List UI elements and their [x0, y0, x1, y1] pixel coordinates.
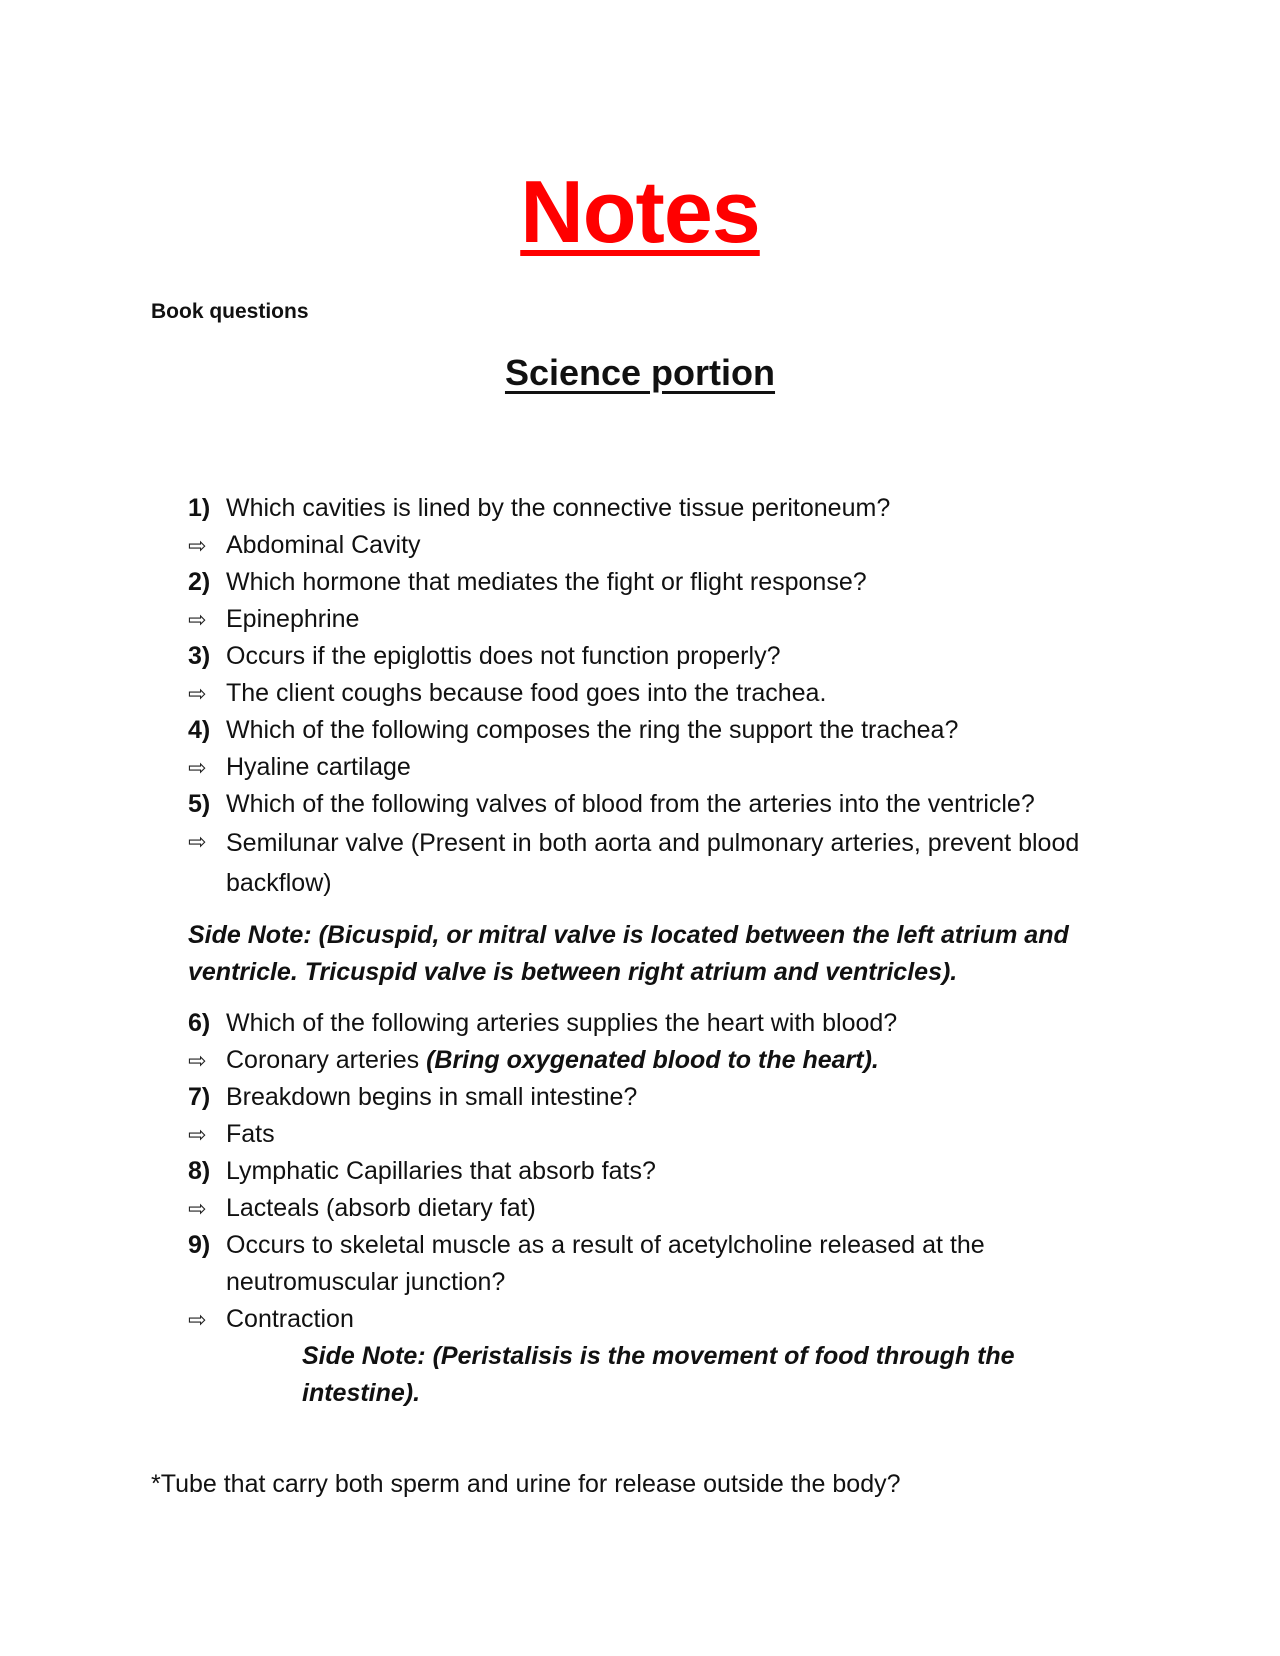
arrow-icon: ⇨: [188, 607, 207, 632]
question-number: 4): [188, 716, 211, 744]
page-title: Notes: [520, 162, 760, 261]
answer-row: [188, 675, 1128, 712]
question-text: Lymphatic Capillaries that absorb fats?: [226, 1157, 656, 1185]
answer-row: [188, 823, 1128, 903]
subtitle: Book questions: [151, 300, 309, 323]
answer-row: [188, 1116, 1128, 1153]
answer-text: Lacteals (absorb dietary fat): [226, 1194, 536, 1222]
question-row: [188, 1153, 1128, 1190]
question-number: 6): [188, 1009, 211, 1037]
question-text: Which of the following valves of blood from the arteries into the ventricle?: [226, 790, 1035, 818]
answer-row: [188, 1301, 1128, 1338]
answer-row: [188, 749, 1128, 786]
answer-text: Semilunar valve (Present in both aorta and pulmonary arteries, prevent blood backflow): [226, 829, 1080, 897]
arrow-icon: ⇨: [188, 681, 207, 706]
question-text: Occurs if the epiglottis does not function properly?: [226, 642, 781, 670]
answer-text: Hyaline cartilage: [226, 753, 411, 781]
question-number: 3): [188, 642, 211, 670]
answer-text: Contraction: [226, 1305, 354, 1333]
question-text: Which hormone that mediates the fight or flight response?: [226, 568, 867, 596]
question-number: 2): [188, 568, 211, 596]
answer-row: [188, 1190, 1128, 1227]
question-text: Breakdown begins in small intestine?: [226, 1083, 638, 1111]
question-number: 5): [188, 790, 211, 818]
answer-text: The client coughs because food goes into the trachea.: [226, 679, 827, 707]
arrow-icon: ⇨: [188, 755, 207, 780]
question-list: [188, 490, 1128, 1412]
arrow-icon: ⇨: [188, 1048, 207, 1073]
answer-emphasis: (Bring oxygenated blood to the heart).: [426, 1046, 879, 1074]
question-row: [188, 1079, 1128, 1116]
question-row: [188, 638, 1128, 675]
side-note: Side Note: (Bicuspid, or mitral valve is located between the left atrium and ventricle. Tricuspid valve is between right atrium and ventricles).: [188, 921, 1069, 986]
answer-text: Epinephrine: [226, 605, 360, 633]
answer-row: [188, 527, 1128, 564]
side-note: Side Note: (Peristalisis is the movement of food through the intestine).: [302, 1342, 1015, 1407]
question-number: 7): [188, 1083, 211, 1111]
question-number: 8): [188, 1157, 211, 1185]
question-number: 9): [188, 1231, 211, 1259]
question-number: 1): [188, 494, 211, 522]
question-text: Which of the following arteries supplies the heart with blood?: [226, 1009, 898, 1037]
section-heading: Science portion: [504, 352, 776, 393]
answer-row: [188, 601, 1128, 638]
question-row: [188, 786, 1128, 823]
arrow-icon: ⇨: [188, 829, 207, 854]
arrow-icon: ⇨: [188, 1307, 207, 1332]
question-row: [188, 1005, 1128, 1042]
answer-plain: Coronary arteries: [226, 1046, 427, 1074]
question-row: [188, 1227, 1128, 1301]
answer-text: Fats: [226, 1120, 275, 1148]
question-row: [188, 490, 1128, 527]
question-text: Which of the following composes the ring the support the trachea?: [226, 716, 959, 744]
arrow-icon: ⇨: [188, 533, 207, 558]
arrow-icon: ⇨: [188, 1122, 207, 1147]
answer-row: [188, 1042, 1128, 1079]
question-row: [188, 712, 1128, 749]
question-text: Which cavities is lined by the connective tissue peritoneum?: [226, 494, 891, 522]
arrow-icon: ⇨: [188, 1196, 207, 1221]
question-text: Occurs to skeletal muscle as a result of acetylcholine released at the neutromuscular junction?: [226, 1231, 985, 1296]
answer-text: Abdominal Cavity: [226, 531, 421, 559]
footer-question: *Tube that carry both sperm and urine for release outside the body?: [151, 1470, 901, 1498]
answer-text: [226, 1042, 1128, 1079]
question-row: [188, 564, 1128, 601]
